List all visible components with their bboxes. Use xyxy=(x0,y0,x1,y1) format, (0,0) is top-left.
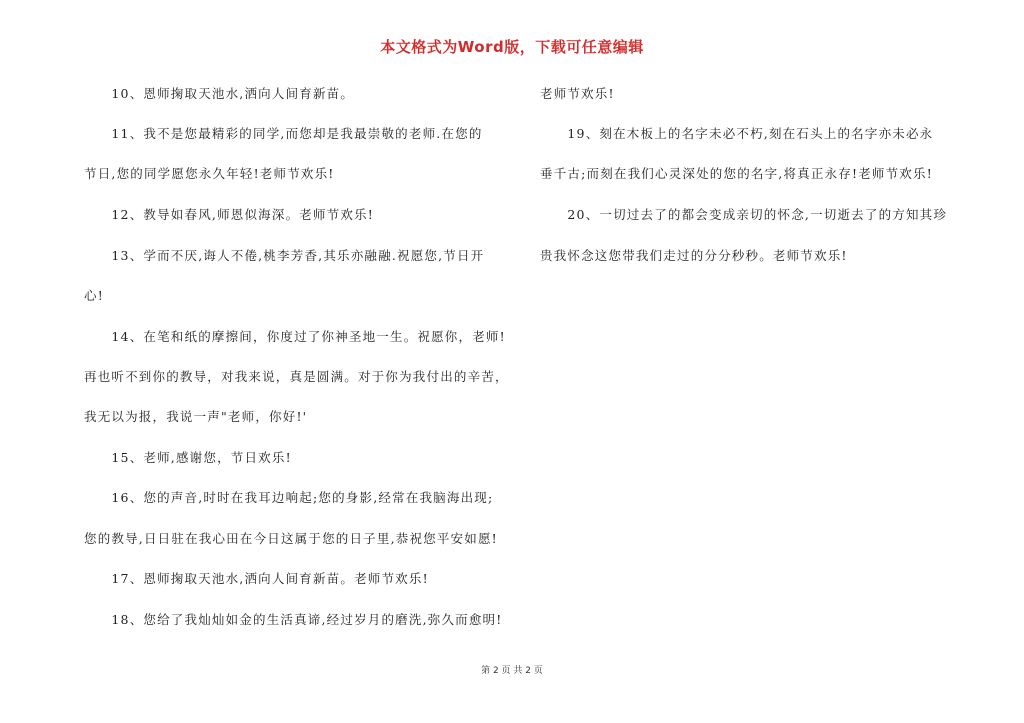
text-line: 我无以为报，我说一声"老师，你好!' xyxy=(84,409,308,424)
text-line: 垂千古;而刻在我们心灵深处的您的名字,将真正永存!老师节欢乐! xyxy=(540,166,933,181)
text-line: 17、恩师掬取天池水,洒向人间育新苗。老师节欢乐! xyxy=(84,571,429,586)
text-line: 12、教导如春风,师恩似海深。老师节欢乐! xyxy=(84,207,375,222)
text-line: 老师节欢乐! xyxy=(540,86,615,101)
text-line: 13、学而不厌,诲人不倦,桃李芳香,其乐亦融融.祝愿您,节日开 xyxy=(84,248,485,263)
text-line: 16、您的声音,时时在我耳边响起;您的身影,经常在我脑海出现; xyxy=(84,490,494,505)
text-line: 心! xyxy=(84,288,104,303)
text-line: 再也听不到你的教导，对我来说，真是圆满。对于你为我付出的辛苦， xyxy=(84,369,509,384)
text-line: 贵我怀念这您带我们走过的分分秒秒。老师节欢乐! xyxy=(540,248,848,263)
text-line: 节日,您的同学愿您永久年轻!老师节欢乐! xyxy=(84,166,335,181)
text-line: 10、恩师掬取天池水,洒向人间育新苗。 xyxy=(84,86,355,101)
text-line: 18、您给了我灿灿如金的生活真谛,经过岁月的磨洗,弥久而愈明! xyxy=(84,612,503,627)
text-line: 11、我不是您最精彩的同学,而您却是我最崇敬的老师.在您的 xyxy=(84,126,483,141)
text-line: 14、在笔和纸的摩擦间，你度过了你神圣地一生。祝愿你，老师! xyxy=(84,329,506,344)
text-line: 19、刻在木板上的名字未必不朽,刻在石头上的名字亦未必永 xyxy=(540,126,934,141)
document-header-title: 本文格式为Word版，下载可任意编辑 xyxy=(380,38,644,56)
text-line: 20、一切过去了的都会变成亲切的怀念,一切逝去了的方知其珍 xyxy=(540,207,948,222)
text-line: 15、老师,感谢您，节日欢乐! xyxy=(84,450,292,465)
text-line: 您的教导,日日驻在我心田在今日这属于您的日子里,恭祝您平安如愿! xyxy=(84,531,498,546)
page-number-footer: 第 2 页 共 2 页 xyxy=(481,666,543,676)
